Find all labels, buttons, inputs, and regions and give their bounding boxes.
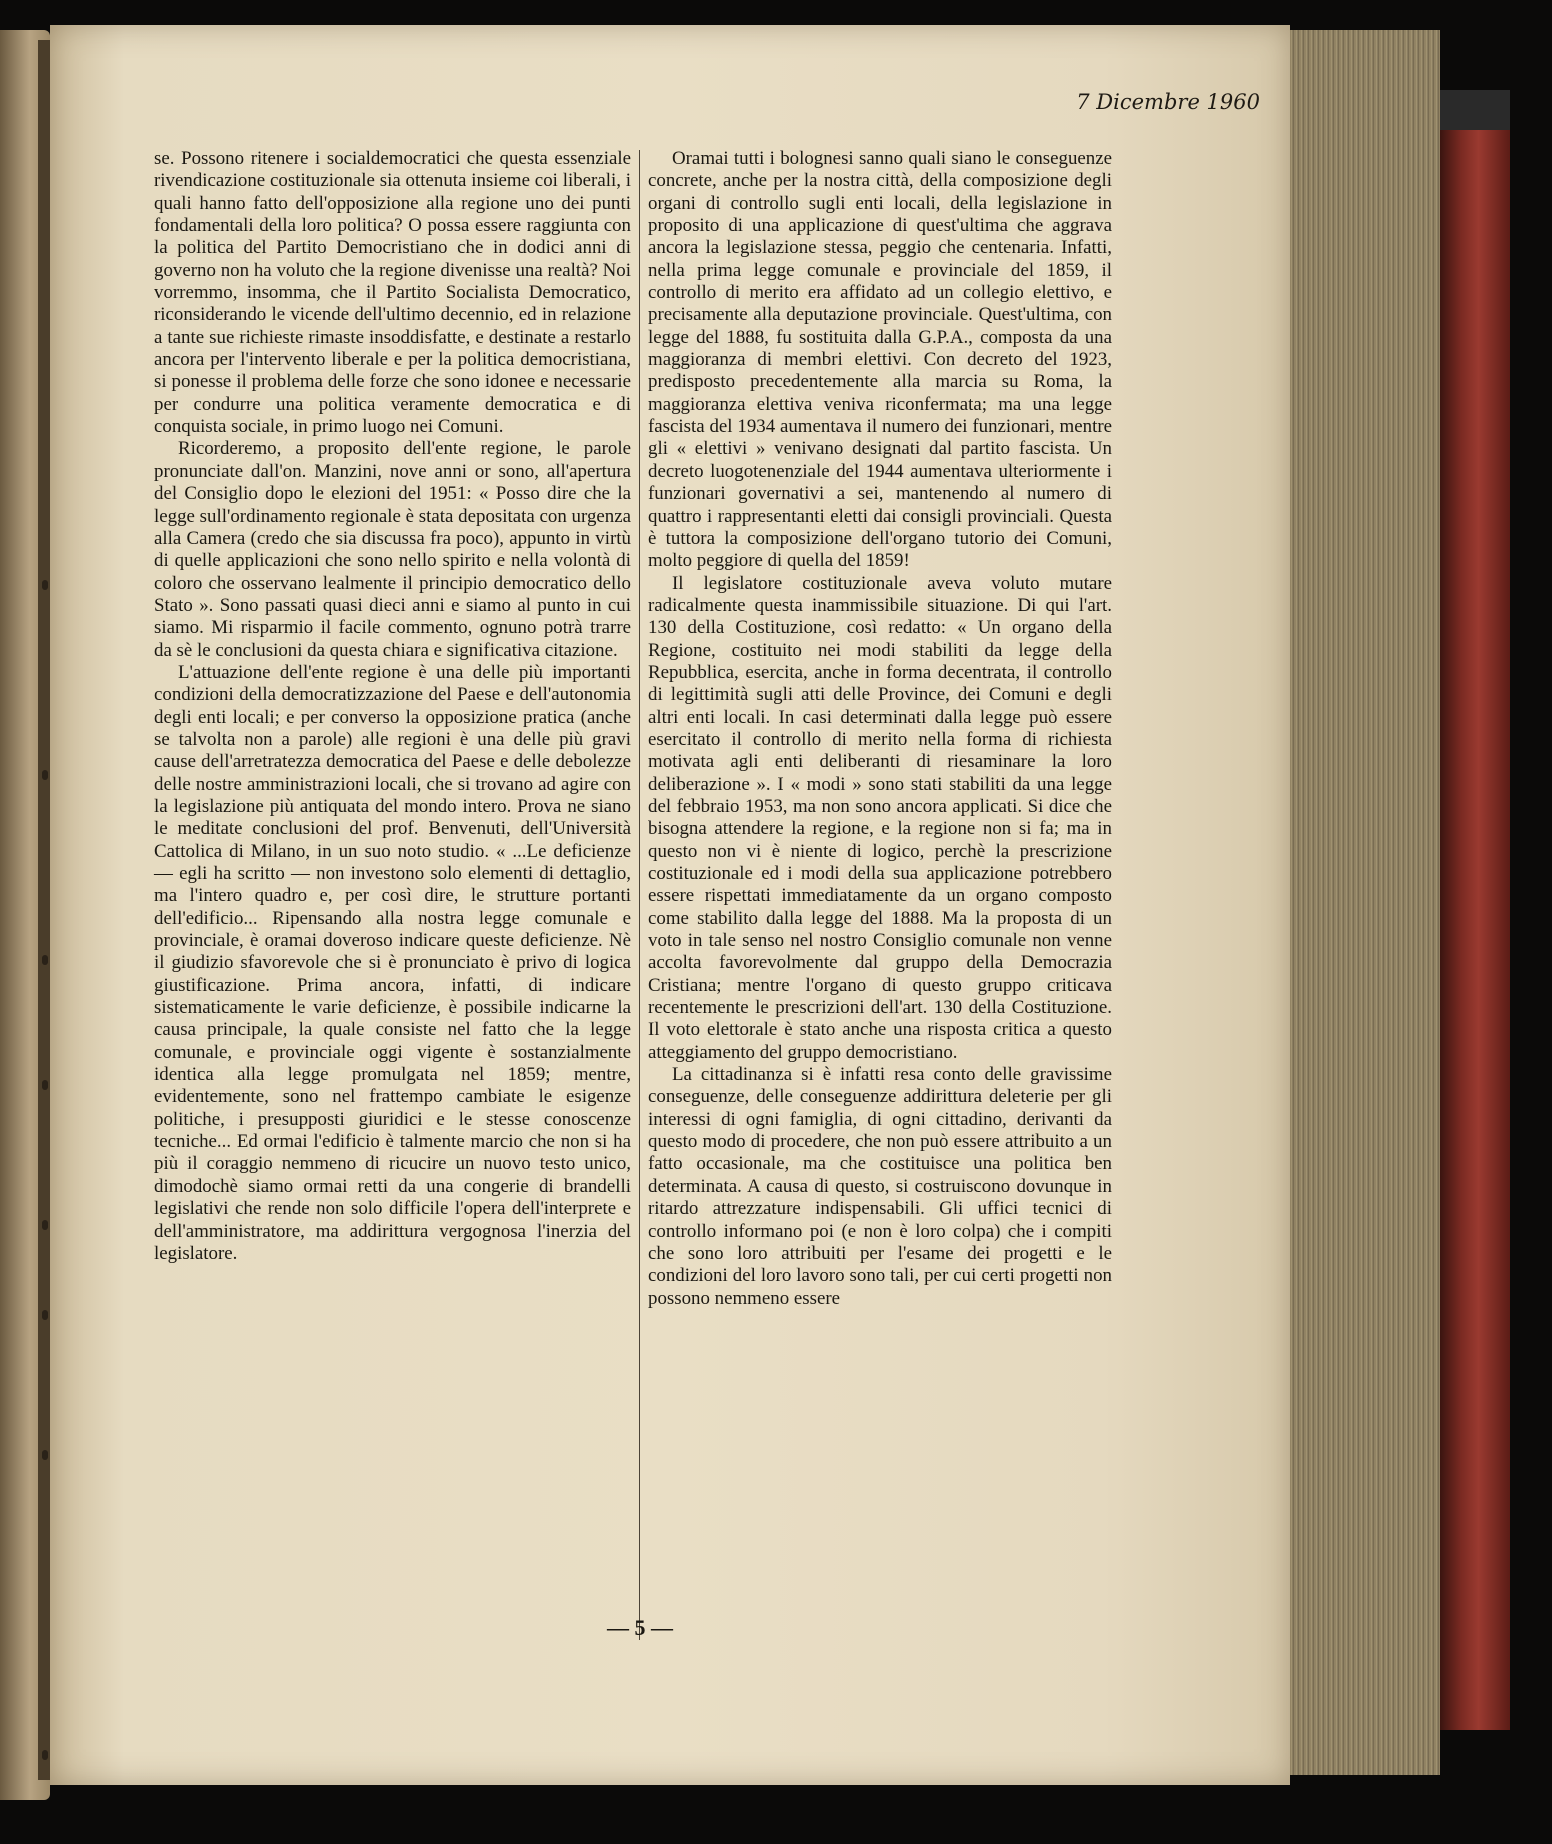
right-text-column — [648, 148, 1112, 1310]
page-number: — 5 — — [607, 1615, 673, 1640]
paragraph: se. Possono ritenere i socialdemocratici che questa essenziale rivendicazione costituzionale sia ottenuta insieme coi liberali, i quali hanno fatto dell'opposizione alla regione uno dei punti fondamentali della loro politica? O possa essere raggiunta con la politica del Partito Democristiano che in dodici anni di governo non ha voluto che la regione divenisse una realtà? Noi vorremmo, insomma, che il Partito Socialista Democratico, riconsiderando le vicende dell'ultimo decennio, ed in relazione a tante sue richieste rimaste insoddisfatte, e destinate a restarlo ancora per l'intervento liberale e per la politica democristiana, si ponesse il problema delle forze che sono idonee e necessarie per condurre una politica veramente democratica e di conquista sociale, in primo luogo nei Comuni. — [154, 148, 631, 438]
cover-band — [1440, 90, 1510, 130]
left-text-column — [154, 148, 631, 1265]
book-cover — [1440, 90, 1510, 1730]
paragraph: La cittadinanza si è infatti resa conto delle gravissime conseguenze, delle conseguenze addirittura deleterie per gli interessi di ogni famiglia, di ogni cittadino, derivanti da questo modo di procedere, che non può essere attribuito a un fatto occasionale, ma che costituisce una politica ben determinata. A causa di questo, si costruiscono dovunque in ritardo attrezzature indispensabili. Gli uffici tecnici di controllo informano poi (e non è loro colpa) che i compiti che sono loro attribuiti per l'esame dei progetti e le condizioni del loro lavoro sono tali, per cui certi progetti non possono nemmeno essere — [648, 1064, 1112, 1309]
book-page-edges — [1290, 30, 1440, 1775]
page-header-date: 7 Dicembre 1960 — [1076, 90, 1260, 114]
column-divider — [639, 150, 640, 1640]
paragraph: Oramai tutti i bolognesi sanno quali siano le conseguenze concrete, anche per la nostra città, della composizione degli organi di controllo sugli enti locali, della legislazione in proposito di una applicazione di quest'ultima che aggrava ancora la legislazione stessa, peggio che centenaria. Infatti, nella prima legge comunale e provinciale del 1859, il controllo di merito era affidato ad un collegio elettivo, e precisamente alla deputazione provinciale. Quest'ultima, con legge del 1888, fu sostituita dalla G.P.A., composta da una maggioranza di membri elettivi. Con decreto del 1923, predisposto precedentemente alla marcia su Roma, la maggioranza elettiva veniva riconfermata; ma una legge fascista del 1934 aumentava il numero dei funzionari, mentre gli « elettivi » venivano designati dal partito fascista. Un decreto luogotenenziale del 1944 aumentava ulteriormente i funzionari governativi a sei, mantenendo al numero di quattro i rappresentanti eletti dai consigli provinciali. Questa è tuttora la composizione dell'organo tutorio dei Comuni, molto peggiore di quella del 1859! — [648, 148, 1112, 572]
paragraph: Ricorderemo, a proposito dell'ente regione, le parole pronunciate dall'on. Manzini, nove anni or sono, all'apertura del Consiglio dopo le elezioni del 1951: « Posso dire che la legge sull'ordinamento regionale è stata depositata con urgenza alla Camera (credo che sia discussa fra poco), appunto in virtù di quelle applicazioni che sono nello spirito e nella volontà di coloro che osservano lealmente il principio democratico dello Stato ». Sono passati quasi dieci anni e siamo al punto in cui siamo. Mi risparmio il facile commento, ognuno potrà trarre da sè le conclusioni da questa chiara e significativa citazione. — [154, 438, 631, 661]
paragraph: Il legislatore costituzionale aveva voluto mutare radicalmente questa inammissibile situazione. Di qui l'art. 130 della Costituzione, così redatto: « Un organo della Regione, costituito nei modi stabiliti da legge della Repubblica, esercita, anche in forma decentrata, il controllo di legittimità sugli atti delle Province, dei Comuni e degli altri enti locali. In casi determinati dalla legge può essere esercitato il controllo di merito nella forma di richiesta motivata agli enti deliberanti di riesaminare la loro deliberazione ». I « modi » sono stati stabiliti da una legge del febbraio 1953, ma non sono ancora applicati. Si dice che bisogna attendere la regione, e la regione non si fa; ma in questo non vi è niente di logico, perchè la prescrizione costituzionale ed i modi della sua applicazione potrebbero essere rispettati immediatamente da un organo composto come stabilito dalla legge del 1888. Ma la proposta di un voto in tale senso nel nostro Consiglio comunale non venne accolta favorevolmente dal gruppo della Democrazia Cristiana; mentre l'organo di questo gruppo criticava recentemente le prescrizioni dell'art. 130 della Costituzione. Il voto elettorale è stato anche una risposta critica a questo atteggiamento del gruppo democristiano. — [648, 572, 1112, 1063]
paragraph: L'attuazione dell'ente regione è una delle più importanti condizioni della democratizzazione del Paese e dell'autonomia degli enti locali; e per converso la opposizione pratica (anche se talvolta non a parole) alle regioni è una delle più gravi cause dell'arretratezza democratica del Paese e delle debolezze delle nostre amministrazioni locali, che si trovano ad agire con la legislazione più antiquata del mondo intero. Prova ne siano le meditate conclusioni del prof. Benvenuti, dell'Università Cattolica di Milano, in un suo noto studio. « ...Le deficienze — egli ha scritto — non investono solo elementi di dettaglio, ma l'intero quadro e, per così dire, le strutture portanti dell'edificio... Ripensando alla nostra legge comunale e provinciale, è oramai doveroso indicare queste deficienze. Nè il giudizio sfavorevole che si è pronunciato è privo di logica giustificazione. Prima ancora, infatti, di indicare sistematicamente le varie deficienze, è possibile indicarne la causa principale, la quale consiste nel fatto che la legge comunale, e provinciale oggi vigente è sostanzialmente identica alla legge promulgata nel 1859; mentre, evidentemente, sono nel frattempo cambiate le esigenze politiche, i presupposti giuridici e le stesse conoscenze tecniche... Ed ormai l'edificio è talmente marcio che non si ha più il coraggio nemmeno di ricucire un nuovo testo unico, dimodochè siamo ormai retti da una congerie di brandelli legislativi che rende non solo difficile l'opera dell'interprete e dell'amministratore, ma addirittura vergognosa l'inerzia del legislatore. — [154, 661, 631, 1264]
